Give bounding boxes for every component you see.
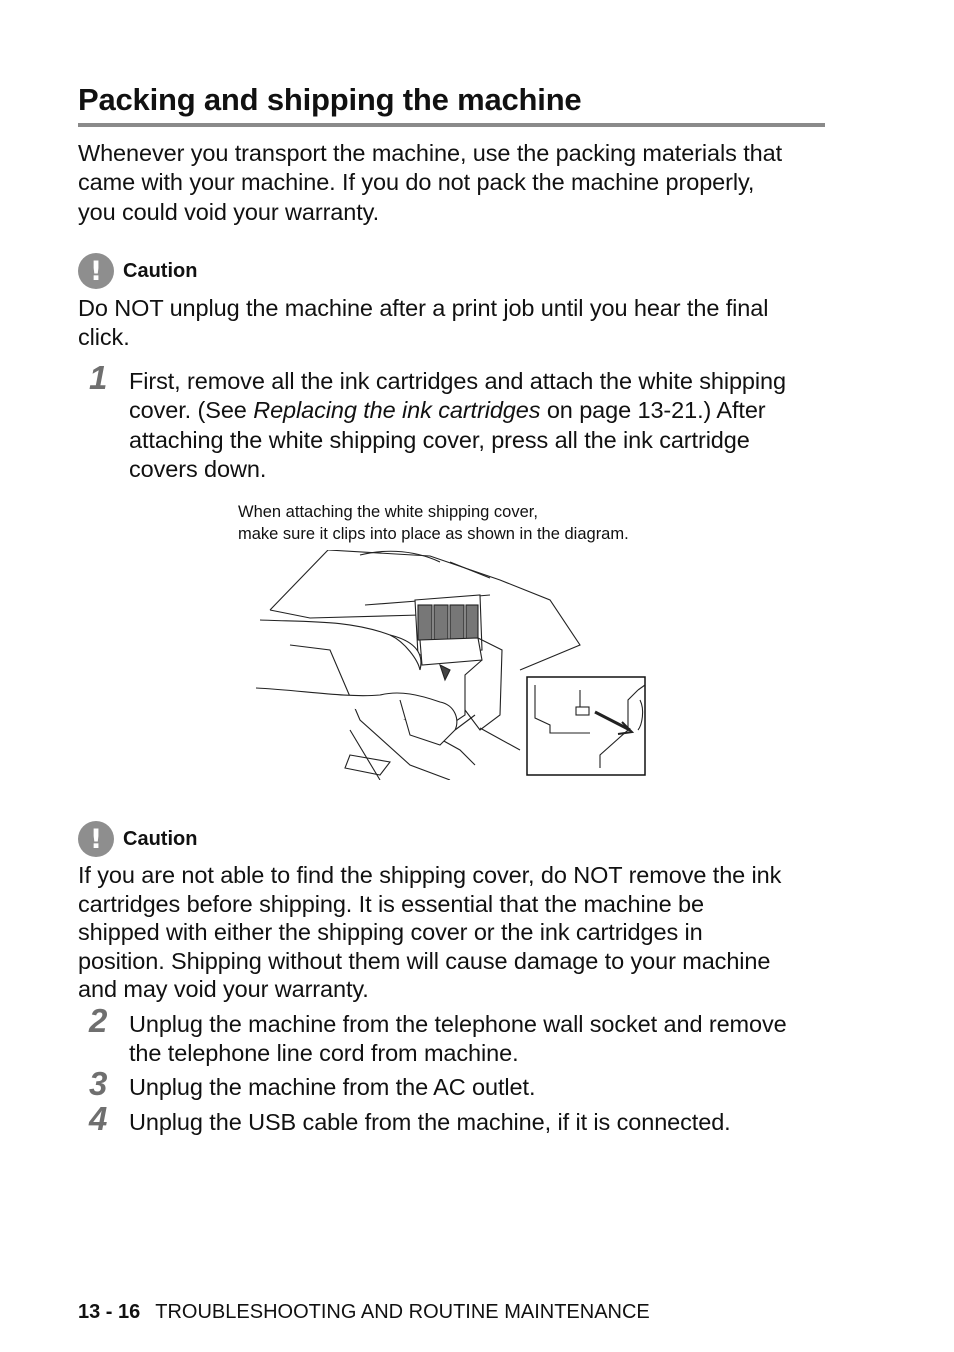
cross-reference-link[interactable]: Replacing the ink cartridges xyxy=(253,397,541,424)
intro-line: came with your machine. If you do not pack the machine properly, xyxy=(78,169,755,196)
caution-line: Do NOT unplug the machine after a print job until you hear the final xyxy=(78,295,769,321)
step-text xyxy=(129,367,829,484)
figure-caption xyxy=(238,501,629,545)
step-text-segment: cover. (See xyxy=(129,397,254,424)
step-text-segment: on page 13-21.) After xyxy=(540,397,766,424)
step-line: First, remove all the ink cartridges and attach the white shipping xyxy=(129,368,786,394)
step-line: covers down. xyxy=(129,455,267,482)
page-title: Packing and shipping the machine xyxy=(78,82,582,117)
caution-line: cartridges before shipping. It is essential that the machine be xyxy=(78,890,704,917)
shipping-cover-illustration xyxy=(250,550,650,780)
step-number: 3 xyxy=(89,1065,108,1102)
caution-line: If you are not able to find the shipping cover, do NOT remove the ink xyxy=(78,862,782,888)
exclamation-icon: ! xyxy=(78,821,114,857)
caution-line: and may void your warranty. xyxy=(78,976,369,1003)
caution-text xyxy=(78,861,838,1004)
step-number: 2 xyxy=(89,1002,108,1039)
step-number: 4 xyxy=(89,1100,108,1137)
figure-caption-line: When attaching the white shipping cover, xyxy=(238,503,538,521)
step-line: Unplug the USB cable from the machine, if it is connected. xyxy=(129,1109,731,1135)
step-text xyxy=(129,1108,829,1137)
caution-header xyxy=(78,253,197,289)
step-line: Unplug the machine from the AC outlet. xyxy=(129,1074,536,1100)
caution-line: click. xyxy=(78,324,130,351)
intro-line: Whenever you transport the machine, use the packing materials that xyxy=(78,140,783,166)
step-line: attaching the white shipping cover, press all the ink cartridge xyxy=(129,426,750,453)
caution-label: Caution xyxy=(123,827,198,850)
exclamation-icon: ! xyxy=(78,253,114,289)
caution-line: shipped with either the shipping cover or the ink cartridges in xyxy=(78,919,703,946)
footer-page-number: 13 - 16 xyxy=(78,1301,141,1323)
step-line: Unplug the machine from the telephone wall socket and remove xyxy=(129,1011,787,1037)
page-footer xyxy=(78,1301,650,1324)
intro-paragraph xyxy=(78,139,838,227)
footer-section-title: TROUBLESHOOTING AND ROUTINE MAINTENANCE xyxy=(155,1301,650,1323)
figure-caption-line: make sure it clips into place as shown in the diagram. xyxy=(238,525,629,543)
caution-label: Caution xyxy=(123,259,198,282)
step-text xyxy=(129,1073,829,1102)
title-rule xyxy=(78,123,825,127)
step-line xyxy=(129,396,829,425)
intro-line: you could void your warranty. xyxy=(78,198,380,225)
step-line: the telephone line cord from machine. xyxy=(129,1039,519,1066)
step-number: 1 xyxy=(89,359,108,396)
caution-header xyxy=(78,821,197,857)
caution-text xyxy=(78,294,838,353)
step-text xyxy=(129,1010,829,1067)
caution-line: position. Shipping without them will cause damage to your machine xyxy=(78,947,771,974)
